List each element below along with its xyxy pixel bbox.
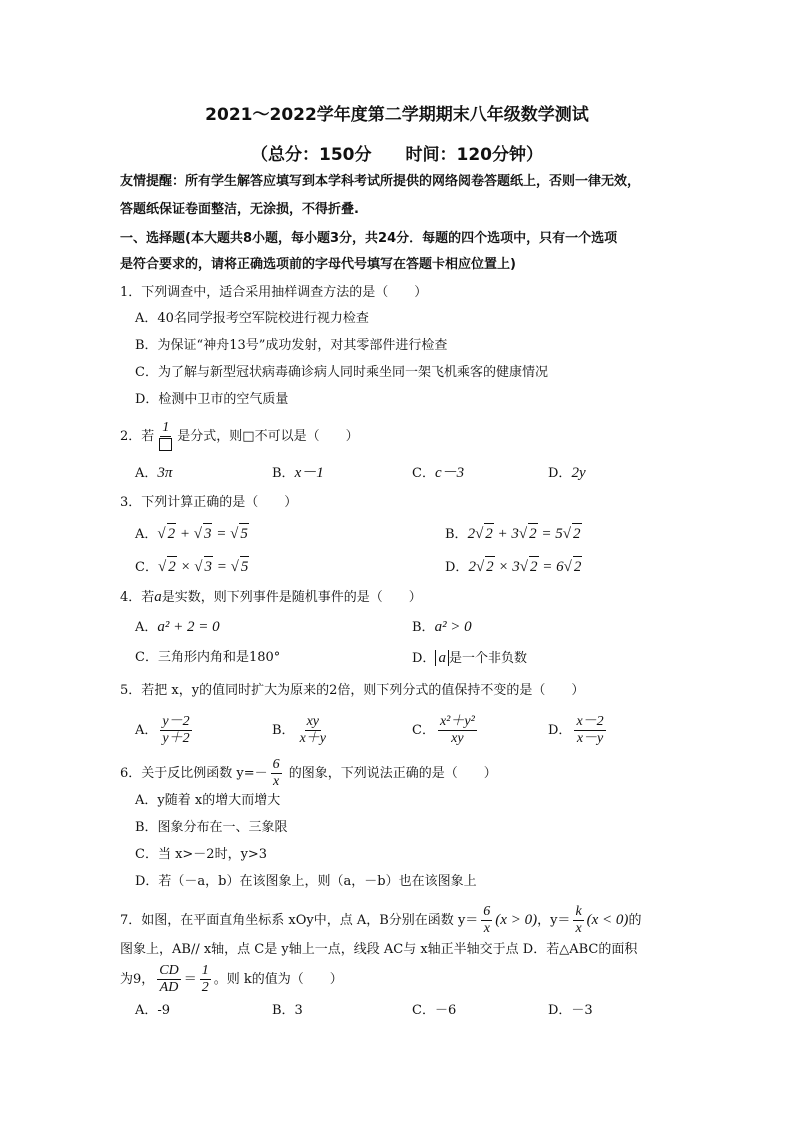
question-3-option-d: D．2√ 2 × 3√ 2 = 6√ 2 (445, 556, 582, 578)
question-2-box (157, 437, 174, 453)
question-6-stem: 6．关于反比例函数 y=－ $\frac{6}{x}$ 的图象，下列说法正确的是（ ） (120, 757, 497, 789)
exam-title: 2021～2022学年度第二学期期末八年级数学测试 (205, 105, 589, 125)
question-1-option-c: C．为了解与新型冠状病毒确诊病人同时乘坐同一架飞机乘客的健康情况 (135, 365, 548, 380)
question-2-fraction (157, 420, 174, 453)
question-5-option-a: A． $\frac{y-2}{y+2}$ (135, 714, 190, 746)
question-7-option-d: D．－3 (548, 1003, 593, 1018)
question-4-option-c: C．三角形内角和是180° (135, 650, 281, 665)
question-7-option-a: A．-9 (135, 1003, 171, 1018)
question-1-option-d: D．检测中卫市的空气质量 (135, 392, 289, 407)
question-5-option-b: B． $\frac{xy}{x+y}$ (272, 714, 326, 746)
question-6-option-b: B．图象分布在一、三象限 (135, 820, 288, 835)
question-7-line-1: 7．如图，在平面直角坐标系 xOy中，点 A，B分别在函数 y＝ $\frac{6}{x}$ (x > 0)，y＝ $\frac{k}{x}$ (x < 0)的 (120, 904, 642, 936)
question-2-option-b: B．x－1 (272, 465, 324, 481)
question-5-option-c: C． $\frac{\text{x²＋y²}}{xy}$ (412, 714, 475, 746)
exam-subtitle: （总分：150分 时间：120分钟） (251, 145, 543, 165)
section-heading-line-1: 一、选择题(本大题共8小题，每小题3分，共24分．每题的四个选项中，只有一个选项 (120, 231, 618, 246)
notice-line-2: 答题纸保证卷面整洁，无涂损，不得折叠. (120, 202, 359, 217)
section-heading-line-2: 是符合要求的，请将正确选项前的字母代号填写在答题卡相应位置上) (120, 257, 516, 272)
question-7-line-3: 为9， $\frac{CD}{AD}$ ＝ $\frac{1}{2}$ 。则 k的值为（ ） (120, 963, 343, 995)
question-4-option-d: D． a 是一个非负数 (412, 650, 527, 666)
question-2-numerator: 1 (162, 420, 170, 435)
question-6-option-a: A．y随着 x的增大而增大 (135, 793, 281, 808)
question-3-option-a: A．√ 2 + √ 3 = √ 5 (135, 523, 249, 545)
question-7-option-c: C．－6 (412, 1003, 457, 1018)
question-5-stem: 5．若把 x，y的值同时扩大为原来的2倍，则下列分式的值保持不变的是（ ） (120, 683, 585, 698)
question-2-option-d: D．2y (548, 465, 586, 481)
question-4-option-a: A．a² + 2 = 0 (135, 619, 220, 635)
question-3-option-b: B．2√ 2 + 3√ 2 = 5√ 2 (445, 523, 582, 545)
question-7-line-2: 图象上，AB// x轴，点 C是 y轴上一点，线段 AC与 x轴正半轴交于点 D．若△ABC的面积 (120, 942, 638, 957)
question-2-stem (120, 420, 359, 453)
question-4-option-b: B．a² > 0 (412, 619, 472, 635)
question-2-option-c: C．c－3 (412, 465, 465, 481)
question-1-option-b: B．为保证“神舟13号”成功发射，对其零部件进行检查 (135, 338, 448, 353)
question-6-option-d: D．若（－a，b）在该图象上，则（a，－b）也在该图象上 (135, 874, 477, 889)
question-4-stem: 4．若a是实数，则下列事件是随机事件的是（ ） (120, 589, 422, 605)
question-2-pre: 2．若 (120, 429, 155, 444)
question-7-option-b: B．3 (272, 1003, 303, 1018)
question-2-option-a: A．3π (135, 465, 173, 481)
question-6-option-c: C．当 x>－2时，y>3 (135, 847, 268, 862)
notice-line-1: 友情提醒：所有学生解答应填写到本学科考试所提供的网络阅卷答题纸上，否则一律无效， (120, 174, 641, 189)
question-3-option-c: C．√ 2 × √ 3 = √ 5 (135, 556, 249, 578)
question-2-post: 是分式，则□不可以是（ ） (177, 429, 359, 444)
question-1-stem: 1．下列调查中，适合采用抽样调查方法的是（ ） (120, 285, 428, 300)
question-1-option-a: A．40名同学报考空军院校进行视力检查 (135, 311, 369, 326)
question-3-stem: 3．下列计算正确的是（ ） (120, 495, 298, 510)
question-5-option-d: D． $\frac{x-2}{x-y}$ (548, 714, 604, 746)
